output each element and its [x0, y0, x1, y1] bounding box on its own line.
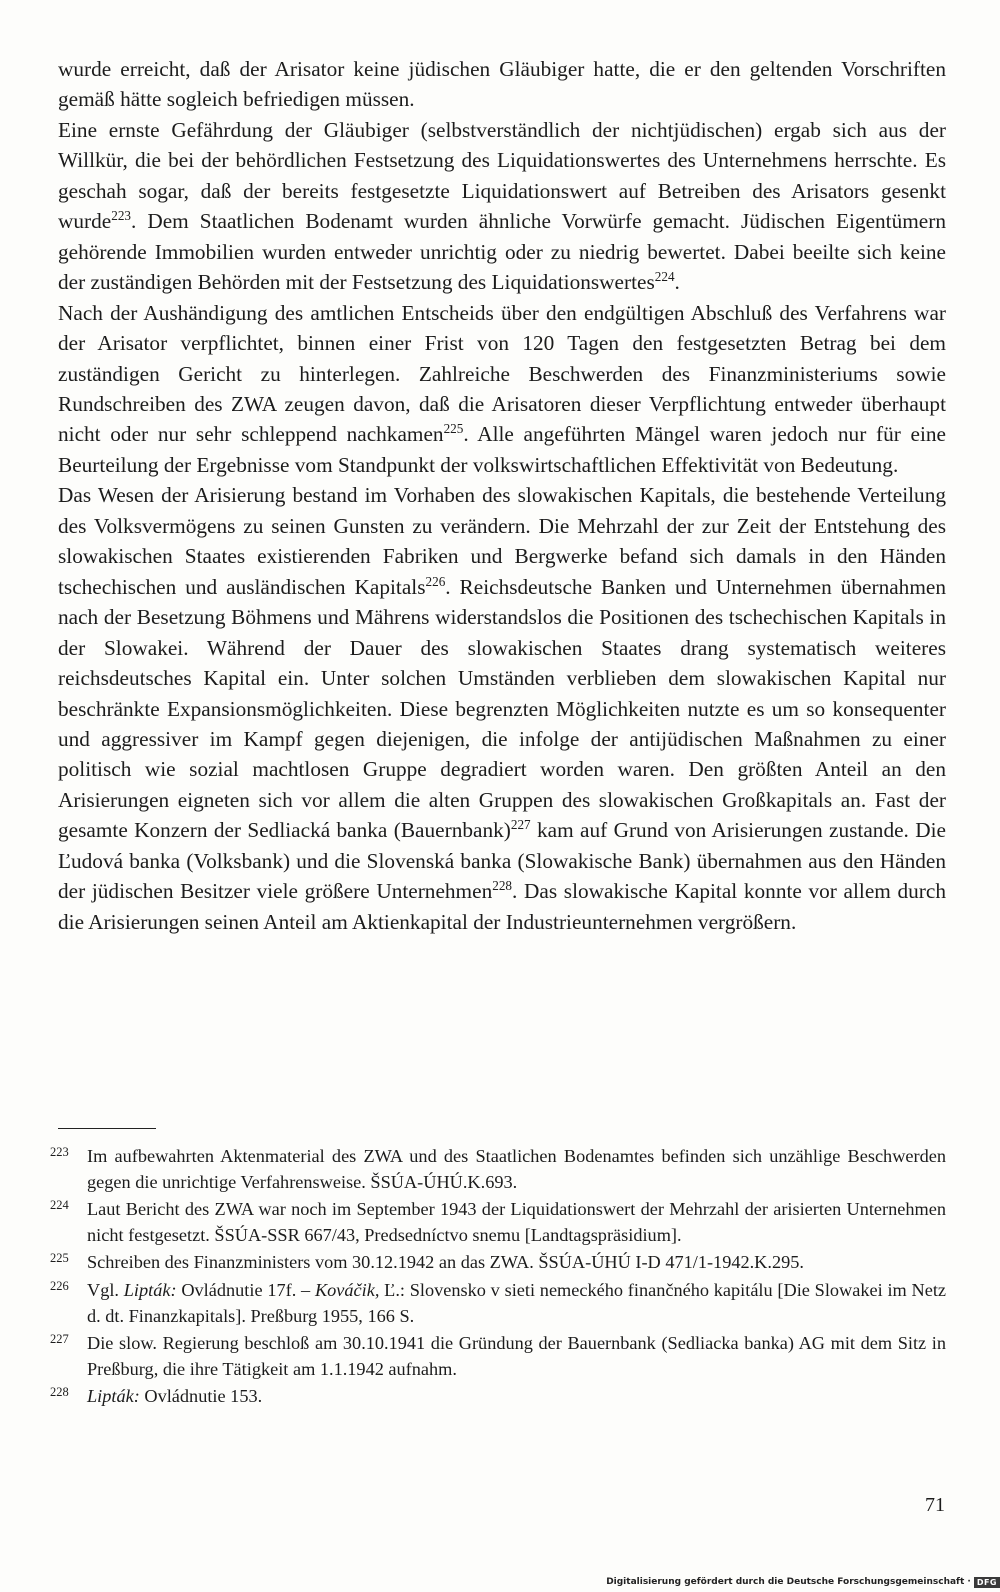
footnote-run: Die slow. Regierung beschloß am 30.10.1941 die Gründung der Bauernbank (Sedliacka banka) AG mit dem Sitz in Preßburg, die ihre Tätigkeit am 1.1.1942 aufnahm. — [87, 1333, 946, 1379]
footnote-number: 226 — [50, 1278, 69, 1293]
footnote-divider — [58, 1128, 156, 1129]
footnote-text — [87, 1333, 946, 1379]
footnote-run: Ovládnutie 17f. – — [176, 1279, 315, 1300]
paragraph — [58, 480, 946, 937]
footnote — [50, 1144, 946, 1195]
footnote-run: Ľ.: Slovensko v sieti nemeckého finančného kapitálu [Die Slowakei im Netz d. dt. Finanzkapitals]. Preßburg 1955, 166 S. — [87, 1279, 947, 1326]
footnote-run: Im aufbewahrten Aktenmaterial des ZWA und des Staatlichen Bodenamtes befinden sich unzählige Beschwerden gegen die unrichtige Verfahrensweise. ŠSÚA-ÚHÚ.K.693. — [87, 1146, 946, 1192]
footnote-run: Schreiben des Finanzministers vom 30.12.1942 an das ZWA. ŠSÚA-ÚHÚ I-D 471/1-1942.K.295. — [87, 1252, 804, 1273]
footnote — [50, 1331, 946, 1382]
text-run: . — [674, 270, 680, 295]
author-name: Lipták: — [123, 1279, 177, 1300]
footnote-number: 228 — [50, 1385, 69, 1400]
paragraph — [58, 54, 946, 115]
footnote-run: Laut Bericht des ZWA war noch im September 1943 der Liquidationswert der Mehrzahl der arisierten Unternehmen nicht festgesetzt. ŠSÚA-SSR 667/43, Predsedníctvo snemu [Landtagspräsidium]. — [87, 1199, 946, 1245]
text-run: . Das slowakische Kapital konnte vor allem durch die Arisierungen seinen Anteil am Aktienkapital der Industrieunternehmen vergrößern. — [58, 879, 947, 934]
footnote-number: 224 — [50, 1198, 69, 1213]
footnote — [50, 1278, 946, 1329]
footnote-text — [87, 1146, 946, 1192]
footnote-text — [87, 1199, 946, 1245]
author-name: Kováčik, — [314, 1279, 380, 1300]
footnote-run: Vgl. — [87, 1279, 124, 1300]
footnote — [50, 1250, 946, 1276]
text-run: Das Wesen der Arisierung bestand im Vorhaben des slowakischen Kapitals, die bestehende Verteilung des Volksvermögens zu seinen Gunsten zu verändern. Die Mehrzahl der zur Zeit der Entstehung des slowakischen Staates existierenden Fabriken und Bergwerke befand sich damals in den Händen tschechischen und ausländischen Kapitals — [58, 483, 946, 599]
footnote-reference: 224 — [654, 269, 675, 285]
footnote-reference: 223 — [111, 208, 132, 224]
body-text — [58, 54, 946, 937]
footnote-number: 223 — [50, 1145, 69, 1159]
footnote-reference: 228 — [492, 878, 513, 894]
text-run: . Alle angeführten Mängel waren jedoch nur für eine Beurteilung der Ergebnisse vom Standpunkt der volkswirtschaftlichen Effektivität von Bedeutung. — [58, 422, 946, 477]
footnote-reference: 226 — [425, 573, 446, 589]
footnote — [50, 1384, 946, 1410]
text-run: Eine ernste Gefährdung der Gläubiger (selbstverständlich der nichtjüdischen) ergab sich aus der Willkür, die bei der behördlichen Festsetzung des Liquidationswertes des Unternehmens herrschte. Es geschah sogar, daß der bereits festgesetzte Liquidationswert auf Betreiben des Arisators gesenkt wurde — [58, 117, 946, 234]
text-run: . Dem Staatlichen Bodenamt wurden ähnliche Vorwürfe gemacht. Jüdischen Eigentümern gehörende Immobilien wurden entweder unrichtig oder zu niedrig bewertet. Dabei beeilte sich keine der zuständigen Behörden mit der Festsetzung des Liquidationswertes — [58, 209, 946, 295]
footnote-number: 227 — [50, 1332, 69, 1347]
author-name: Lipták: — [87, 1386, 140, 1407]
footnote-text — [87, 1252, 804, 1272]
text-run: kam auf Grund von Arisierungen zustande. Die Ľudová banka (Volksbank) und die Slovenská banka (Slowakische Bank) übernahmen aus den Händen der jüdischen Besitzer viele größere Unternehmen — [58, 818, 946, 904]
footnote-reference: 227 — [510, 817, 531, 833]
digitization-credit — [606, 1574, 1000, 1590]
footnote-reference: 225 — [443, 421, 464, 437]
dfg-logo: DFG — [974, 1577, 1000, 1588]
footnote-text — [87, 1280, 946, 1326]
text-run: . Reichsdeutsche Banken und Unternehmen übernahmen nach der Besetzung Böhmens und Mährens widerstandslos die Positionen des tschechischen Kapitals in der Slowakei. Während der Dauer des slowakischen Staates drang systematisch weiteres reichsdeutsches Kapital ein. Unter solchen Umständen verblieben dem slowakischen Kapital nur beschränkte Expansionsmöglichkeiten. Diese begrenzten Möglichkeiten nutzte es um so konsequenter und aggressiver im Kampf gegen diejenigen, die infolge der antijüdischen Maßnahmen zu einer politisch wie sozial machtlosen Gruppe degradiert worden waren. Den größten Anteil an den Arisierungen eigneten sich vor allem die alten Gruppen des slowakischen Großkapitals an. Fast der gesamte Konzern der Sedliacká banka (Bauernbank) — [58, 574, 946, 843]
footnote-text — [87, 1386, 262, 1406]
page-number: 71 — [925, 1494, 945, 1516]
footnote-run: Ovládnutie 153. — [139, 1386, 263, 1407]
footnotes — [50, 1144, 946, 1412]
paragraph — [58, 298, 946, 481]
text-run: Nach der Aushändigung des amtlichen Entscheids über den endgültigen Abschluß des Verfahrens war der Arisator verpflichtet, binnen einer Frist von 120 Tagen den festgesetzten Betrag bei dem zuständigen Gericht zu hinterlegen. Zahlreiche Beschwerden des Finanzministeriums sowie Rundschreiben des ZWA zeugen davon, daß die Arisatoren dieser Verpflichtung entweder überhaupt nicht oder nur sehr schleppend nachkamen — [58, 300, 946, 447]
paragraph — [58, 115, 946, 298]
credit-text: Digitalisierung gefördert durch die Deutsche Forschungsgemeinschaft · — [606, 1577, 971, 1587]
footnote-number: 225 — [50, 1251, 69, 1266]
footnote — [50, 1197, 946, 1248]
text-run: wurde erreicht, daß der Arisator keine jüdischen Gläubiger hatte, die er den geltenden Vorschriften gemäß hätte sogleich befriedigen müssen. — [58, 57, 946, 112]
